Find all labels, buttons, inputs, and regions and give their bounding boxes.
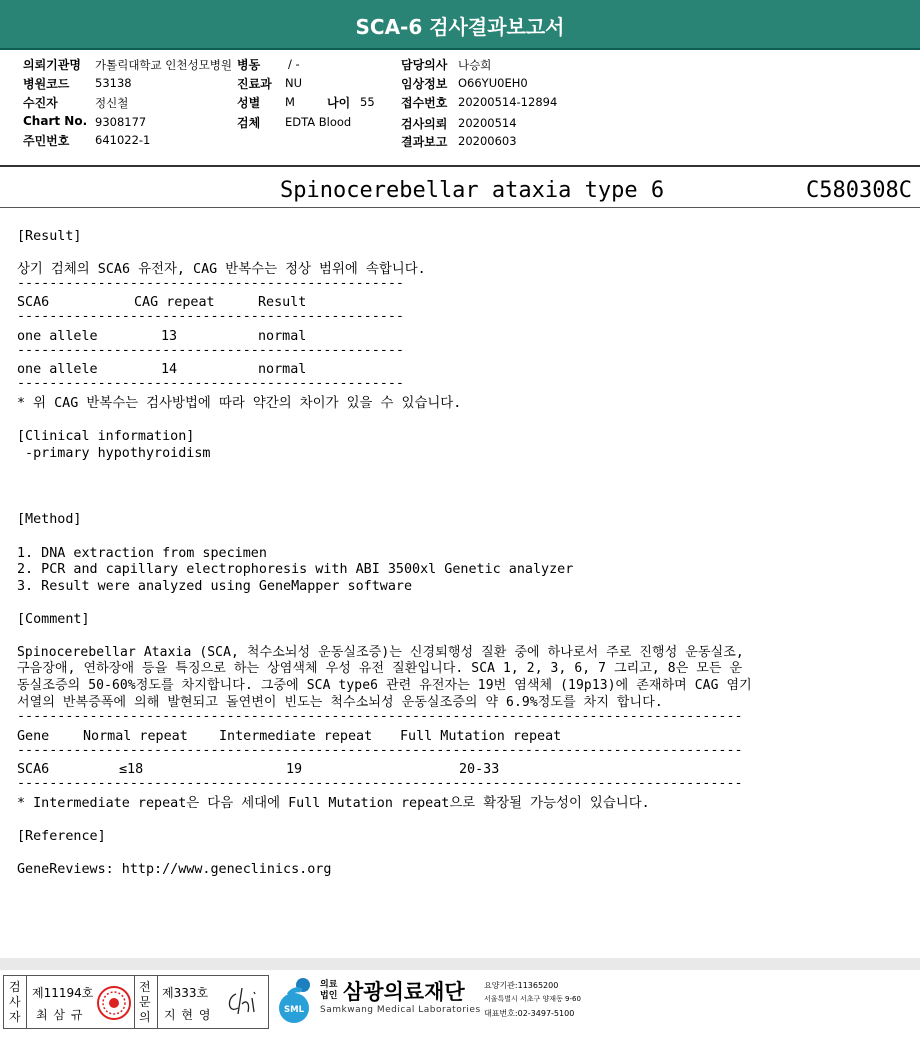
hospital-label: 의뢰기관명 — [23, 58, 81, 72]
table-rule: ------------------------------------------------ — [17, 343, 404, 358]
signature-box — [3, 975, 269, 1029]
age-label: 나이 — [327, 96, 351, 110]
footer-band — [0, 958, 920, 970]
table-cell: SCA6 — [17, 762, 50, 777]
report-date-label: 결과보고 — [401, 135, 448, 149]
header-divider — [0, 165, 920, 167]
result-note: * 위 CAG 반복수는 검사방법에 따라 약간의 차이가 있을 수 있습니다. — [17, 396, 462, 411]
clinical-info-label: 임상정보 — [401, 77, 448, 91]
dept-value: NU — [285, 76, 303, 90]
table-cell: 19 — [286, 762, 303, 777]
receipt-no-value: 20200514-12894 — [458, 95, 558, 109]
test-name: Spinocerebellar ataxia type 6 — [280, 178, 665, 203]
comment-header: [Comment] — [17, 612, 90, 627]
range-col-full: Full Mutation repeat — [400, 729, 562, 744]
specialist-name: 지 현 영 — [164, 1008, 212, 1022]
result-col-gene: SCA6 — [17, 295, 50, 310]
table-rule: ------------------------------------------------------------------------------------------ — [17, 776, 743, 791]
table-cell: 14 — [161, 362, 178, 377]
seal-icon — [96, 985, 132, 1021]
report-date-value: 20200603 — [458, 134, 517, 148]
chart-no-label: Chart No. — [23, 114, 88, 128]
result-col-result: Result — [258, 295, 307, 310]
reference-header: [Reference] — [17, 829, 106, 844]
range-col-normal: Normal repeat — [83, 729, 188, 744]
table-cell: one allele — [17, 362, 98, 377]
comment-line: 구음장애, 연하장애 등을 특징으로 하는 상염색체 우성 유전 질환입니다. SCA 1, 2, 3, 6, 7 그리고, 8은 모든 운 — [17, 661, 743, 676]
examiner-number: 제11194호 — [32, 986, 94, 1000]
test-divider — [0, 207, 920, 208]
org-code: 요양기관:11365200 — [484, 981, 559, 990]
ward-value: / - — [288, 57, 300, 71]
resident-no-label: 주민번호 — [23, 134, 70, 148]
table-cell: ≤18 — [119, 762, 144, 777]
request-date-value: 20200514 — [458, 116, 517, 130]
sex-label: 성별 — [237, 96, 261, 110]
table-cell: one allele — [17, 329, 98, 344]
table-rule: ------------------------------------------------------------------------------------------ — [17, 743, 743, 758]
comment-line: 동실조증의 50-60%정도를 차지합니다. 그중에 SCA type6 관련 유전자는 19번 염색체 (19p13)에 존재하며 CAG 염기 — [17, 678, 752, 693]
logo-text: SML — [284, 1005, 304, 1015]
method-line: 3. Result were analyzed using GeneMapper software — [17, 579, 413, 594]
dept-label: 진료과 — [237, 77, 272, 91]
table-rule: ------------------------------------------------ — [17, 376, 404, 391]
range-note: * Intermediate repeat은 다음 세대에 Full Mutation repeat으로 확장될 가능성이 있습니다. — [17, 796, 650, 811]
org-phone: 대표번호:02-3497-5100 — [484, 1009, 575, 1018]
specimen-label: 검체 — [237, 116, 261, 130]
report-title: SCA-6 검사결과보고서 — [355, 15, 565, 39]
result-header: [Result] — [17, 229, 82, 244]
sml-logo-icon — [271, 975, 317, 1025]
range-col-intermediate: Intermediate repeat — [219, 729, 373, 744]
resident-no-value: 641022-1 — [95, 133, 151, 147]
examiner-label: 검사자 — [9, 980, 21, 1024]
chart-no-value: 9308177 — [95, 115, 147, 129]
request-date-label: 검사의뢰 — [401, 117, 448, 131]
patient-name-label: 수진자 — [23, 96, 58, 110]
result-col-cag: CAG repeat — [134, 295, 215, 310]
doctor-value: 나승희 — [458, 58, 492, 72]
signature-icon — [224, 984, 264, 1020]
test-code: C580308C — [806, 178, 912, 203]
method-header: [Method] — [17, 512, 82, 527]
comment-line: 서열의 반복증폭에 의해 발현되고 돌연변이 빈도는 척수소뇌성 운동실조증의 약 6.9%정도를 차지 합니다. — [17, 695, 663, 710]
table-cell: normal — [258, 362, 307, 377]
table-rule: ------------------------------------------------ — [17, 309, 404, 324]
comment-line: Spinocerebellar Ataxia (SCA, 척수소뇌성 운동실조증)는 신경퇴행성 질환 중에 하나로서 주로 진행성 운동실조, — [17, 645, 744, 660]
ward-label: 병동 — [237, 58, 261, 72]
age-value: 55 — [360, 95, 375, 109]
table-rule: ------------------------------------------------------------------------------------------ — [17, 709, 743, 724]
method-line: 2. PCR and capillary electrophoresis with ABI 3500xl Genetic analyzer — [17, 562, 574, 577]
table-cell: 20-33 — [459, 762, 500, 777]
table-cell: normal — [258, 329, 307, 344]
patient-name-value: 정신철 — [95, 96, 129, 110]
result-summary: 상기 검체의 SCA6 유전자, CAG 반복수는 정상 범위에 속합니다. — [17, 262, 426, 277]
hospital-value: 가톨릭대학교 인천성모병원 — [95, 58, 232, 72]
table-rule: ------------------------------------------------ — [17, 276, 404, 291]
method-line: 1. DNA extraction from specimen — [17, 546, 267, 561]
doctor-label: 담당의사 — [401, 58, 448, 72]
specialist-label: 전문의 — [139, 980, 151, 1024]
clinical-text: -primary hypothyroidism — [17, 446, 211, 461]
hospital-code-value: 53138 — [95, 76, 132, 90]
org-name: 삼광의료재단 — [343, 980, 465, 1004]
clinical-header: [Clinical information] — [17, 429, 195, 444]
specimen-value: EDTA Blood — [285, 115, 352, 129]
specialist-number: 제333호 — [162, 986, 209, 1000]
org-english-name: Samkwang Medical Laboratories — [320, 1005, 481, 1015]
range-col-gene: Gene — [17, 729, 50, 744]
examiner-name: 최 삼 규 — [36, 1008, 84, 1022]
sex-value: M — [285, 95, 295, 109]
hospital-code-label: 병원코드 — [23, 77, 70, 91]
clinical-info-value: O66YU0EH0 — [458, 76, 528, 90]
receipt-no-label: 접수번호 — [401, 96, 448, 110]
reference-text: GeneReviews: http://www.geneclinics.org — [17, 862, 332, 877]
table-cell: 13 — [161, 329, 178, 344]
org-address: 서울특별시 서초구 양재동 9-60 — [484, 995, 581, 1003]
org-type: 의료법인 — [320, 980, 338, 1001]
